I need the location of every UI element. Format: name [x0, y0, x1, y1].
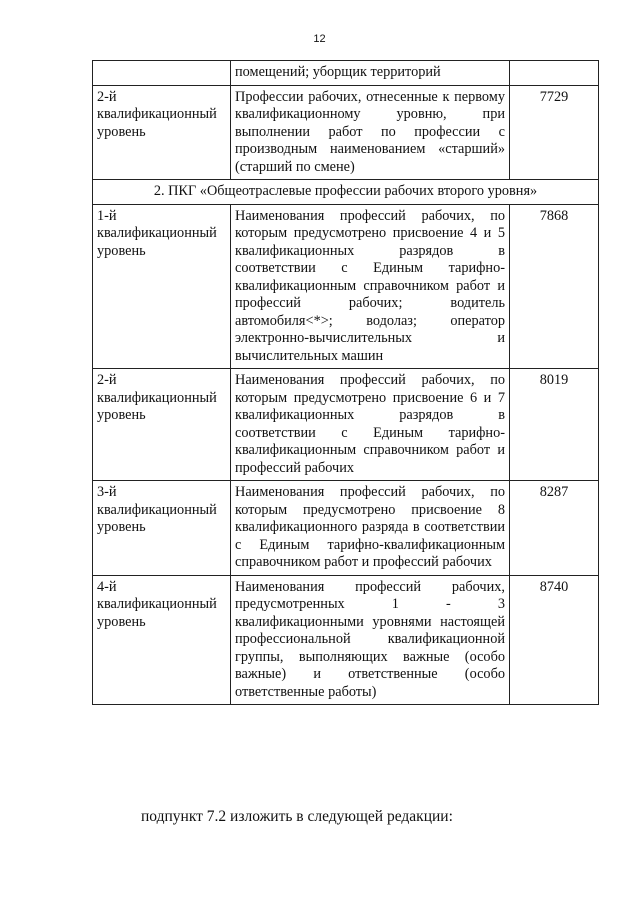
qualification-level-cell: 4-й квалификационный уровень: [93, 575, 231, 705]
salary-value-cell: 7729: [510, 85, 599, 180]
salary-table: [92, 60, 599, 705]
amendment-text: подпункт 7.2 изложить в следующей редакции:: [141, 808, 453, 825]
profession-description-cell: Наименования профессий рабочих, по которым предусмотрено присвоение 4 и 5 квалификационных разрядов в соответствии с Единым тарифно-квалификационным справочником работ и профессий рабочих; водитель автомобиля<*>; водолаз; оператор электронно-вычислительных и вычислительных машин: [231, 204, 510, 369]
group-header-row: [93, 180, 599, 205]
table-row: [93, 575, 599, 705]
table-row: [93, 85, 599, 180]
profession-description-cell: помещений; уборщик территорий: [231, 61, 510, 86]
salary-table-body: [93, 61, 599, 705]
profession-description-cell: Профессии рабочих, отнесенные к первому квалификационному уровню, при выполнении работ по профессии с производным наименованием «старший» (старший по смене): [231, 85, 510, 180]
qualification-level-cell: 3-й квалификационный уровень: [93, 481, 231, 576]
table-row: [93, 369, 599, 481]
table-row: [93, 61, 599, 86]
salary-value-cell: 8740: [510, 575, 599, 705]
salary-value-cell: [510, 61, 599, 86]
profession-description-cell: Наименования профессий рабочих, по которым предусмотрено присвоение 8 квалификационного разряда в соответствии с Единым тарифно-квалификационным справочником работ и профессий рабочих: [231, 481, 510, 576]
salary-value-cell: 7868: [510, 204, 599, 369]
profession-description-cell: Наименования профессий рабочих, по которым предусмотрено присвоение 6 и 7 квалификационных разрядов в соответствии с Единым тарифно-квалификационным справочником работ и профессий рабочих: [231, 369, 510, 481]
qualification-level-cell: 2-й квалификационный уровень: [93, 85, 231, 180]
profession-description-cell: Наименования профессий рабочих, предусмотренных 1 - 3 квалификационными уровнями настоящей профессиональной квалификационной группы, выполняющих важные (особо важные) и ответственные (особо ответственные работы): [231, 575, 510, 705]
table-row: [93, 481, 599, 576]
salary-value-cell: 8019: [510, 369, 599, 481]
salary-value-cell: 8287: [510, 481, 599, 576]
group-title: 2. ПКГ «Общеотраслевые профессии рабочих второго уровня»: [93, 180, 599, 205]
qualification-level-cell: 1-й квалификационный уровень: [93, 204, 231, 369]
qualification-level-cell: [93, 61, 231, 86]
table-row: [93, 204, 599, 369]
qualification-level-cell: 2-й квалификационный уровень: [93, 369, 231, 481]
page-number: 12: [313, 33, 326, 45]
